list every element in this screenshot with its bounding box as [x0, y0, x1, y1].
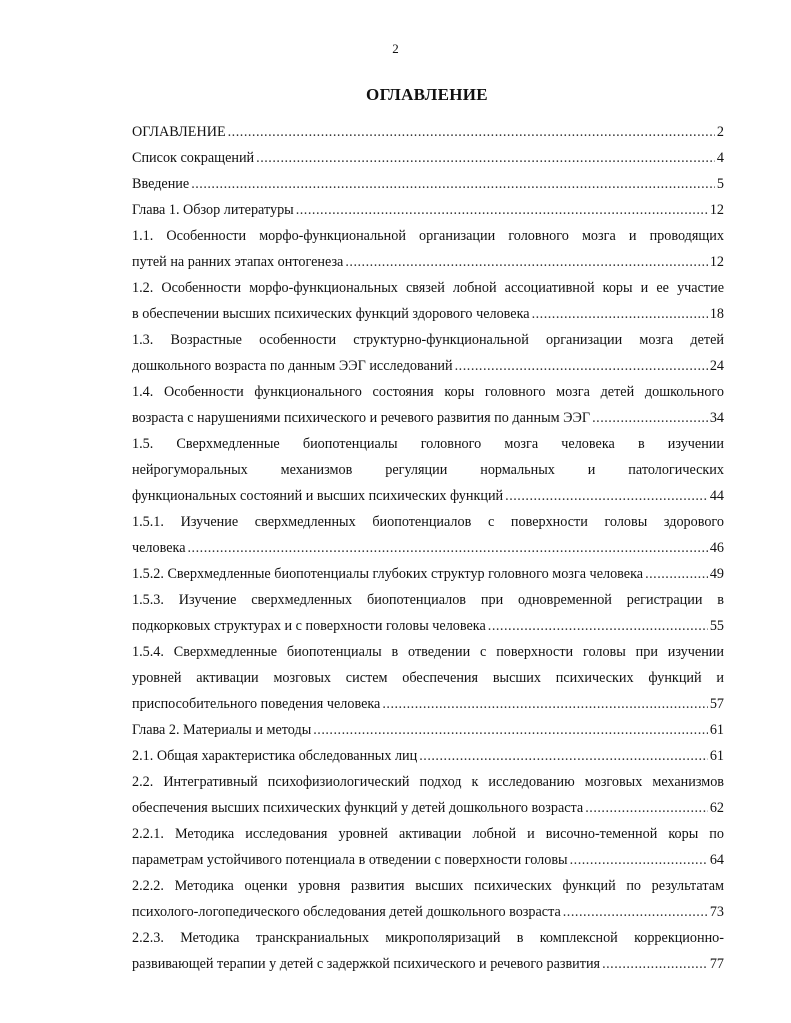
toc-entry-title: Введение	[132, 176, 190, 192]
toc-entry-line: уровней активации мозговых систем обеспечения высших психических функций и	[132, 670, 724, 686]
toc-entry-title: психолого-логопедического обследования детей дошкольного возраста	[132, 904, 561, 920]
toc-entry-page: 57	[709, 696, 724, 712]
toc-entry-page: 2	[716, 124, 724, 140]
toc-entry-line: 1.5. Сверхмедленные биопотенциалы головного мозга человека в изучении	[132, 436, 724, 452]
toc-entry-page: 77	[709, 956, 724, 972]
toc-entry-title: путей на ранних этапах онтогенеза	[132, 254, 344, 270]
dot-leader	[585, 795, 708, 821]
toc-entry[interactable]	[132, 509, 724, 561]
dot-leader	[602, 951, 708, 977]
dot-leader	[532, 301, 708, 327]
toc-entry-line: 2.2.3. Методика транскраниальных микрополяризаций в комплексной коррекционно-	[132, 930, 724, 946]
page-number: 2	[392, 41, 399, 56]
toc-entry-title: функциональных состояний и высших психических функций	[132, 488, 504, 504]
dot-leader	[191, 171, 715, 197]
toc-entry[interactable]	[132, 639, 724, 717]
toc-entry-page: 18	[709, 306, 724, 322]
toc-entry[interactable]	[132, 197, 724, 223]
toc-entry-line: 2.2.1. Методика исследования уровней активации лобной и височно-теменной коры по	[132, 826, 724, 842]
toc-entry-title: 1.5.2. Сверхмедленные биопотенциалы глубоких структур головного мозга человека	[132, 566, 644, 582]
toc-entry[interactable]	[132, 327, 724, 379]
toc-entry-line: 1.3. Возрастные особенности структурно-функциональной организации мозга детей	[132, 332, 724, 348]
toc-entry-page: 46	[709, 540, 724, 556]
toc-entry-title: подкорковых структурах и с поверхности головы человека	[132, 618, 486, 634]
toc-entry-page: 73	[709, 904, 724, 920]
toc-entry[interactable]	[132, 119, 724, 145]
toc-entry-title: Глава 1. Обзор литературы	[132, 202, 294, 218]
toc-entry[interactable]	[132, 561, 724, 587]
page-title: ОГЛАВЛЕНИЕ	[366, 85, 488, 104]
toc-entry-line: 1.2. Особенности морфо-функциональных связей лобной ассоциативной коры и ее участие	[132, 280, 724, 296]
toc-entry-page: 61	[709, 722, 724, 738]
toc-entry[interactable]	[132, 743, 724, 769]
toc-entry-line: 1.1. Особенности морфо-функциональной организации головного мозга и проводящих	[132, 228, 724, 244]
dot-leader	[345, 249, 707, 275]
toc-entry-title: человека	[132, 540, 186, 556]
toc-entry[interactable]	[132, 379, 724, 431]
toc-entry-title: параметрам устойчивого потенциала в отведении с поверхности головы	[132, 852, 568, 868]
toc-entry-line: 2.2.2. Методика оценки уровня развития высших психических функций по результатам	[132, 878, 724, 894]
toc-entry-title: в обеспечении высших психических функций здорового человека	[132, 306, 530, 322]
toc-entry[interactable]	[132, 873, 724, 925]
dot-leader	[455, 353, 708, 379]
toc-entry-title: ОГЛАВЛЕНИЕ	[132, 124, 226, 140]
toc-entry[interactable]	[132, 171, 724, 197]
toc-entry[interactable]	[132, 431, 724, 509]
toc-entry[interactable]	[132, 925, 724, 977]
dot-leader	[563, 899, 708, 925]
dot-leader	[382, 691, 707, 717]
toc-entry-page: 24	[709, 358, 724, 374]
toc-entry-title: 2.1. Общая характеристика обследованных лиц	[132, 748, 418, 764]
dot-leader	[296, 197, 708, 223]
dot-leader	[228, 119, 715, 145]
toc-entry-page: 5	[716, 176, 724, 192]
toc-entry[interactable]	[132, 821, 724, 873]
toc-entry-line: 1.4. Особенности функционального состояния коры головного мозга детей дошкольного	[132, 384, 724, 400]
dot-leader	[592, 405, 708, 431]
toc-entry-line: нейрогуморальных механизмов регуляции нормальных и патологических	[132, 462, 724, 478]
toc-entry-page: 44	[709, 488, 724, 504]
toc-entry-page: 61	[709, 748, 724, 764]
toc-entry[interactable]	[132, 587, 724, 639]
dot-leader	[188, 535, 708, 561]
toc-entry[interactable]	[132, 275, 724, 327]
toc-entry-title: дошкольного возраста по данным ЭЭГ исследований	[132, 358, 453, 374]
toc-entry-page: 64	[709, 852, 724, 868]
toc-entry[interactable]	[132, 717, 724, 743]
toc-entry-title: Список сокращений	[132, 150, 255, 166]
toc-entry-page: 55	[709, 618, 724, 634]
table-of-contents	[132, 119, 724, 977]
toc-entry[interactable]	[132, 223, 724, 275]
toc-entry-page: 49	[709, 566, 724, 582]
toc-entry-page: 12	[709, 254, 724, 270]
dot-leader	[645, 561, 708, 587]
toc-entry[interactable]	[132, 769, 724, 821]
toc-entry-line: 1.5.1. Изучение сверхмедленных биопотенциалов с поверхности головы здорового	[132, 514, 724, 530]
toc-entry-line: 1.5.3. Изучение сверхмедленных биопотенциалов при одновременной регистрации в	[132, 592, 724, 608]
toc-entry-title: развивающей терапии у детей с задержкой психического и речевого развития	[132, 956, 601, 972]
dot-leader	[505, 483, 708, 509]
toc-entry-page: 12	[709, 202, 724, 218]
toc-entry-title: Глава 2. Материалы и методы	[132, 722, 312, 738]
dot-leader	[313, 717, 708, 743]
toc-entry-page: 4	[716, 150, 724, 166]
dot-leader	[256, 145, 715, 171]
dot-leader	[570, 847, 708, 873]
dot-leader	[419, 743, 708, 769]
toc-entry-title: возраста с нарушениями психического и речевого развития по данным ЭЭГ	[132, 410, 591, 426]
toc-entry[interactable]	[132, 145, 724, 171]
toc-entry-title: обеспечения высших психических функций у детей дошкольного возраста	[132, 800, 584, 816]
toc-entry-page: 62	[709, 800, 724, 816]
toc-entry-page: 34	[709, 410, 724, 426]
dot-leader	[488, 613, 708, 639]
toc-entry-line: 1.5.4. Сверхмедленные биопотенциалы в отведении с поверхности головы при изучении	[132, 644, 724, 660]
toc-entry-title: приспособительного поведения человека	[132, 696, 381, 712]
toc-entry-line: 2.2. Интегративный психофизиологический подход к исследованию мозговых механизмов	[132, 774, 724, 790]
